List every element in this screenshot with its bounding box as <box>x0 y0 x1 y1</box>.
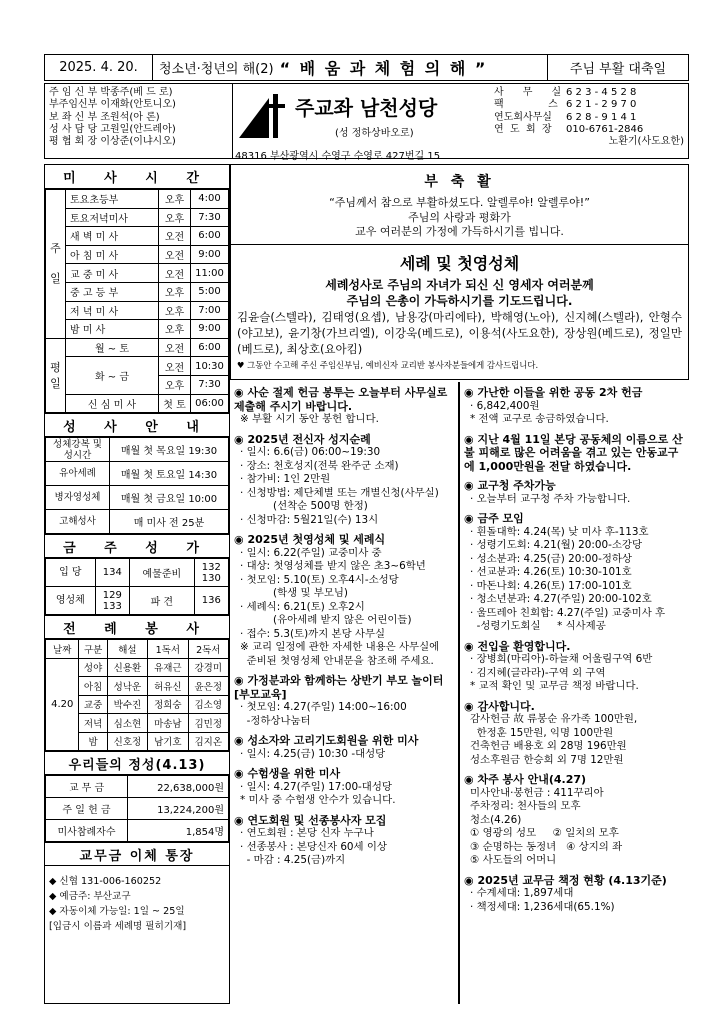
mass-ampm: 오전 <box>159 357 191 376</box>
sacrament-label: 고해성사 <box>46 510 110 534</box>
sacrament-value: 매월 첫 토요일 14:30 <box>110 462 229 486</box>
notice-line: · 대상: 첫영성체를 받지 않은 초3~6학년 <box>240 560 426 572</box>
notice-line: · 일시: 4.27(주일) 17:00-대성당 <box>240 780 392 793</box>
church-address: 48316 부산광역시 수영구 수영로 427번길 15 <box>235 151 441 162</box>
notice-line: 준비된 첫영성체 안내문을 참조해 주세요. <box>240 654 434 667</box>
contact-label: 팩 스 <box>494 99 558 111</box>
liturgy-reader1: 남기호 <box>148 732 188 751</box>
notice-line: 주차정리: 천사들의 모후 <box>470 800 581 812</box>
mass-name: 신 심 미 사 <box>66 394 159 413</box>
mass-time: 9:00 <box>191 245 229 264</box>
notice-line: ※ 교리 일정에 관한 자세한 내용은 사무실에 <box>240 641 440 653</box>
mass-ampm: 오후 <box>159 301 191 320</box>
sacrament-row <box>46 462 229 486</box>
mass-row <box>46 208 229 227</box>
notice-heading: ◉ 성소자와 고리기도회원을 위한 미사 <box>234 734 456 748</box>
notice-item <box>464 433 686 474</box>
hymn-table <box>45 558 229 615</box>
notice-line: · 신청방법: 제단체별 또는 개별신청(사무실) <box>240 486 439 499</box>
mass-ampm: 오후 <box>159 320 191 339</box>
liturgy-table <box>45 639 229 751</box>
header-bar <box>44 54 689 81</box>
liturgy-part: 교중 <box>79 695 107 714</box>
easter-line: “주님께서 참으로 부활하셨도다. 알렐루야! 알렐루야!” <box>329 196 590 209</box>
notice-line: 감사헌금 故 류봉순 유가족 100만원, <box>470 713 638 725</box>
hymn-number: 136 <box>194 587 228 615</box>
offering-row <box>46 820 229 842</box>
notice-line: · 연도회원 : 본당 신자 누구나 <box>240 827 374 839</box>
baptism-line: 세례성사로 주님의 자녀가 되신 신 영세자 여러분께 <box>325 278 594 292</box>
contact-value: 6 2 3 - 4 5 2 8 <box>566 87 637 98</box>
mass-time: 6:00 <box>191 338 229 357</box>
mass-name: 새 벽 미 사 <box>66 227 159 246</box>
account-title: 교무금 이체 통장 <box>45 842 229 866</box>
mass-time: 4:00 <box>191 190 229 209</box>
notice-line: · 마돈나회: 4.26(토) 17:00-101호 <box>470 579 632 592</box>
easter-line: 교우 여러분의 가정에 가득하시기를 빕니다. <box>355 225 564 238</box>
contact-value: 010-6761-2846 <box>566 123 644 135</box>
sacrament-label: 병자영성체 <box>46 486 110 510</box>
liturgy-reader1: 마송남 <box>148 714 188 733</box>
hymn-number: 132 130 <box>194 559 228 587</box>
offering-row <box>46 798 229 820</box>
liturgy-reader2: 김지온 <box>188 732 228 751</box>
notice-heading: ◉ 가난한 이들을 위한 공동 2차 헌금 <box>464 386 686 400</box>
notice-line: (선착순 500명 한정) <box>240 500 368 512</box>
church-info <box>44 83 689 162</box>
notice-item <box>464 479 686 506</box>
notice-line: · 일시: 6.22(주일) 교중미사 중 <box>240 546 382 559</box>
mass-name: 토요초등부 <box>66 190 159 209</box>
liturgy-part: 성야 <box>79 658 107 677</box>
notice-heading: ◉ 수험생을 위한 미사 <box>234 767 456 781</box>
notice-line: 성소후원금 한승희 외 7명 12만원 <box>470 753 624 766</box>
sacrament-label: 유아세례 <box>46 462 110 486</box>
notice-line: · 흰돌대학: 4.24(목) 낮 미사 후-113호 <box>470 525 649 538</box>
church-logo-icon <box>235 90 289 140</box>
mass-row <box>46 320 229 339</box>
hymn-row <box>46 559 229 587</box>
mass-title: 미 사 시 간 <box>45 165 229 189</box>
staff-item: 주 임 신 부 박종주(베 드 로) <box>49 87 173 98</box>
contact-value: 6 2 8 - 9 1 4 1 <box>566 111 637 123</box>
notice-line: · 수계세대: 1,897세대 <box>470 887 574 899</box>
mass-ampm: 오후 <box>159 375 191 394</box>
liturgy-title: 전 례 봉 사 <box>45 615 229 639</box>
notice-item <box>234 386 456 427</box>
notice-line: · 김지혜(글라라)-구역 외 구역 <box>470 666 606 679</box>
hymn-label: 파 견 <box>129 587 194 615</box>
liturgy-part: 밤 <box>79 732 107 751</box>
account-line: ◆ 신협 131-006-160252 <box>49 876 162 888</box>
notice-heading: ◉ 연도회원 및 선종봉사자 모집 <box>234 814 456 828</box>
notice-item <box>234 814 456 868</box>
liturgy-reader2: 김민정 <box>188 714 228 733</box>
mass-time: 7:30 <box>191 208 229 227</box>
hymn-label: 예물준비 <box>129 559 194 587</box>
mass-ampm: 오전 <box>159 245 191 264</box>
sacrament-title: 성 사 안 내 <box>45 413 229 437</box>
left-sidebar <box>44 164 230 1004</box>
notice-line: · 성령기도회: 4.21(월) 20:00-소강당 <box>470 539 642 551</box>
notice-item <box>464 386 686 427</box>
mass-ampm: 오전 <box>159 338 191 357</box>
contact-value: 노환기(사도요한) <box>608 136 684 148</box>
liturgy-header: 날짜 <box>46 640 79 659</box>
baptism-title: 세례 및 첫영성체 <box>399 254 520 273</box>
staff-list <box>45 84 233 158</box>
sacrament-value: 매월 첫 금요일 10:00 <box>110 486 229 510</box>
liturgy-reader1: 정희숭 <box>148 695 188 714</box>
notice-line: · 신청마감: 5월21일(수) 13시 <box>240 513 379 526</box>
mass-row <box>46 264 229 283</box>
church-name: 주교좌 남천성당 <box>295 96 438 120</box>
staff-item: 부주임신부 이재화(안토니오) <box>49 99 176 111</box>
sacrament-value: 매월 첫 목요일 19:30 <box>110 438 229 462</box>
liturgy-reader2: 김소영 <box>188 695 228 714</box>
mass-name: 화 ~ 금 <box>66 357 159 394</box>
liturgy-header: 1독서 <box>148 640 188 659</box>
church-patron: (성 정하상바오로) <box>335 128 414 139</box>
notice-line: · 장소: 천호성지(전북 완주군 소재) <box>240 459 399 472</box>
notice-line: * 미사 중 수험생 안수가 있습니다. <box>240 794 396 806</box>
liturgy-part: 아침 <box>79 677 107 696</box>
notice-line: · 일시: 4.25(금) 10:30 -대성당 <box>240 747 386 760</box>
notice-line: · 청소년분과: 4.27(주일) 20:00-102호 <box>470 593 652 605</box>
hymn-number: 134 <box>95 559 129 587</box>
mass-time: 9:00 <box>191 320 229 339</box>
notice-heading: ◉ 사순 절제 헌금 봉투는 오늘부터 사무실로 제출해 주시기 바랍니다. <box>234 386 456 413</box>
notice-line: 미사안내·봉헌금 : 411꾸리아 <box>470 786 604 799</box>
mass-ampm: 오전 <box>159 264 191 283</box>
easter-line: 주님의 사랑과 평화가 <box>408 211 511 224</box>
notice-line: · 접수: 5.3(토)까지 본당 사무실 <box>240 627 386 640</box>
offering-label: 미사참례자수 <box>46 820 128 842</box>
notice-item <box>234 533 456 668</box>
baptism-line: 주님의 은총이 가득하시기를 기도드립니다. <box>346 294 573 308</box>
notice-line: ※ 부활 시기 동안 봉헌 합니다. <box>240 413 379 425</box>
liturgy-reader1: 허유신 <box>148 677 188 696</box>
account-line: ◆ 자동이체 가능일: 1일 ~ 25일 <box>49 906 185 918</box>
liturgy-reader2: 강경미 <box>188 658 228 677</box>
notice-heading: ◉ 2025년 교무금 책정 현황 (4.13기준) <box>464 874 686 888</box>
mass-row <box>46 282 229 301</box>
notice-line: (유아세례 받지 않은 어린이들) <box>240 614 412 626</box>
sacrament-row <box>46 438 229 462</box>
mass-name: 월 ~ 토 <box>66 338 159 357</box>
liturgy-date: 4.20 <box>46 658 79 751</box>
mass-name: 교 중 미 사 <box>66 264 159 283</box>
notice-line: · 성소분과: 4.25(금) 20:00-정하상 <box>470 552 632 565</box>
notice-line: · 일시: 6.6(금) 06:00~19:30 <box>240 446 381 458</box>
account-info <box>45 866 229 942</box>
mass-name: 밤 미 사 <box>66 320 159 339</box>
mass-time: 6:00 <box>191 227 229 246</box>
mass-ampm: 첫 토 <box>159 394 191 413</box>
contact-label: 연도회사무실 <box>494 111 552 123</box>
notice-line: ⑤ 사도들의 어머니 <box>470 854 557 866</box>
easter-greeting <box>231 165 688 245</box>
hymn-label: 입 당 <box>46 559 96 587</box>
sacrament-value: 매 미사 전 25분 <box>110 510 229 534</box>
notice-line: * 전액 교구로 송금하였습니다. <box>470 413 609 425</box>
notice-heading: ◉ 2025년 전신자 성지순례 <box>234 433 456 447</box>
notice-line: (학생 및 부모님) <box>240 587 348 599</box>
notice-item <box>464 874 686 915</box>
notice-item <box>464 512 686 634</box>
notice-line: · 첫모임: 5.10(토) 오후4시-소성당 <box>240 573 399 586</box>
mass-row <box>46 245 229 264</box>
notice-line: * 교적 확인 및 교무금 책정 바랍니다. <box>470 680 639 692</box>
year-theme: 청소년·청년의 해(2) <box>159 62 274 77</box>
notice-item <box>464 640 686 694</box>
liturgy-reader1: 유재근 <box>148 658 188 677</box>
liturgy-commentator: 신용환 <box>107 658 147 677</box>
notice-line: - 마감 : 4.25(금)까지 <box>240 854 346 866</box>
notice-heading: ◉ 감사합니다. <box>464 700 686 714</box>
notice-item <box>234 767 456 808</box>
feature-box <box>230 164 689 380</box>
notice-line: · 울뜨레아 친회합: 4.27(주일) 교중미사 후 <box>470 606 666 619</box>
notice-line: ③ 순명하는 동정녀 ④ 상지의 좌 <box>470 840 623 853</box>
contact-list <box>494 87 684 148</box>
notice-line: · 책정세대: 1,236세대(65.1%) <box>470 900 615 913</box>
mass-time: 06:00 <box>191 394 229 413</box>
mass-row <box>46 227 229 246</box>
notices-left <box>234 380 456 868</box>
notice-heading: ◉ 교구청 주차가능 <box>464 479 686 493</box>
mass-time: 7:00 <box>191 301 229 320</box>
mass-name: 토요저녁미사 <box>66 208 159 227</box>
notice-heading: ◉ 전입을 환영합니다. <box>464 640 686 654</box>
account-line: ◆ 예금주: 부산교구 <box>49 891 131 903</box>
notice-item <box>464 773 686 868</box>
staff-item: 성 사 담 당 고원일(안드레아) <box>49 123 176 135</box>
notice-heading: ◉ 2025년 첫영성체 및 세례식 <box>234 533 456 547</box>
mass-time: 10:30 <box>191 357 229 376</box>
notice-line: -성령기도회실 * 식사제공 <box>470 620 606 632</box>
feast-title: 주님 부활 대축일 <box>569 62 667 77</box>
notice-item <box>464 700 686 768</box>
liturgy-reader2: 윤은정 <box>188 677 228 696</box>
mass-ampm: 오후 <box>159 190 191 209</box>
offering-value: 22,638,000원 <box>128 776 229 798</box>
notice-line: · 선교분과: 4.26(토) 10:30-101호 <box>470 566 632 578</box>
offering-row <box>46 776 229 798</box>
liturgy-commentator: 박수진 <box>107 695 147 714</box>
mass-ampm: 오후 <box>159 208 191 227</box>
mass-name: 아 침 미 사 <box>66 245 159 264</box>
baptism-names: 김윤슬(스텔라), 김태영(요셉), 남용강(마리에타), 박해영(노아), 신지혜(스텔라), 안형수(야고보), 윤기창(가브리엘), 이강욱(베드로), 이용석(사도요한), 장상원(베드로), 정일만(베드로), 최상호(요아킴) <box>237 310 682 356</box>
easter-title: 부 축 활 <box>424 174 495 190</box>
notice-heading: ◉ 가정분과와 함께하는 상반기 부모 놀이터 [부모교육] <box>234 674 456 701</box>
liturgy-header: 구분 <box>79 640 107 659</box>
offering-value: 1,854명 <box>128 820 229 842</box>
mass-group-sunday: 주 일 <box>46 190 66 339</box>
notice-heading: ◉ 차주 봉사 안내(4.27) <box>464 773 686 787</box>
mass-ampm: 오전 <box>159 227 191 246</box>
account-line: [입금시 이름과 세례명 필히기재] <box>49 921 187 933</box>
column-divider <box>458 382 460 1004</box>
notice-heading: ◉ 금주 모임 <box>464 512 686 526</box>
liturgy-commentator: 신호정 <box>107 732 147 751</box>
staff-item: 평 협 회 장 이상준(이냐시오) <box>49 136 176 148</box>
mass-row <box>46 190 229 209</box>
notice-heading: ◉ 지난 4월 11일 본당 공동체의 이름으로 산불 피해로 많은 어려움을 겪고 있는 안동교구에 1,000만원을 전달 하였습니다. <box>464 433 686 474</box>
notice-line: 한정훈 15만원, 익명 100만원 <box>470 726 614 739</box>
mass-name: 저 녁 미 사 <box>66 301 159 320</box>
mass-time: 11:00 <box>191 264 229 283</box>
offering-value: 13,224,200원 <box>128 798 229 820</box>
hymn-row <box>46 587 229 615</box>
mass-ampm: 오후 <box>159 282 191 301</box>
notice-line: · 장병희(마리아)-하늘채 어울림구역 6반 <box>470 653 653 665</box>
notice-line: · 오늘부터 교구청 주차 가능합니다. <box>470 492 631 505</box>
baptism-box <box>231 247 688 371</box>
contact-label: 연 도 회 장 <box>494 123 552 135</box>
notices-right <box>464 380 686 914</box>
liturgy-row <box>46 658 229 677</box>
notice-line: · 세례식: 6.21(토) 오후2시 <box>240 600 365 613</box>
baptism-thanks: ♥ 그동안 수고해 주신 주임신부님, 예비신자 교리반 봉사자분들에게 감사드립니다. <box>237 360 539 370</box>
offering-label: 교 무 금 <box>46 776 128 798</box>
sacrament-table <box>45 437 229 534</box>
mass-group-weekday: 평 일 <box>46 338 66 412</box>
notice-line: ① 영광의 성모 ② 일치의 모후 <box>470 827 619 839</box>
hymn-number: 129 133 <box>95 587 129 615</box>
notice-line: · 선종봉사 : 본당신자 60세 이상 <box>240 840 387 853</box>
mass-row <box>46 301 229 320</box>
liturgy-part: 저녁 <box>79 714 107 733</box>
church-logo-area <box>235 84 490 162</box>
offering-table <box>45 775 229 842</box>
hymn-title: 금 주 성 가 <box>45 534 229 558</box>
mass-time: 7:30 <box>191 375 229 394</box>
notice-item <box>234 433 456 528</box>
mass-table <box>45 189 229 413</box>
sacrament-label: 성체강복 및 성시간 <box>46 438 110 462</box>
notice-line: · 첫모임: 4.27(주일) 14:00~16:00 <box>240 701 407 713</box>
contact-value: 6 2 1 - 2 9 7 0 <box>566 99 637 111</box>
offering-label: 주 일 헌 금 <box>46 798 128 820</box>
liturgy-commentator: 심소현 <box>107 714 147 733</box>
hymn-label: 영성체 <box>46 587 96 615</box>
liturgy-header: 해설 <box>107 640 147 659</box>
issue-date: 2025. 4. 20. <box>45 55 153 80</box>
notice-line: -정하상나눔터 <box>240 714 311 727</box>
mass-name: 중 고 등 부 <box>66 282 159 301</box>
motto: “ 배 움 과 체 험 의 해 ” <box>279 59 488 78</box>
notice-line: · 참가비: 1인 2만원 <box>240 473 331 485</box>
mass-time: 5:00 <box>191 282 229 301</box>
offering-title: 우리들의 정성(4.13) <box>45 751 229 775</box>
notice-item <box>234 734 456 761</box>
sacrament-row <box>46 486 229 510</box>
liturgy-header: 2독서 <box>188 640 228 659</box>
notice-item <box>234 674 456 728</box>
notice-line: 청소(4.26) <box>470 813 522 826</box>
sacrament-row <box>46 510 229 534</box>
staff-item: 보 좌 신 부 조원석(아 론) <box>49 111 160 123</box>
contact-label: 사 무 실 <box>494 87 562 98</box>
notice-line: · 6,842,400원 <box>470 399 540 412</box>
notice-line: 건축헌금 배용호 외 28명 196만원 <box>470 740 627 752</box>
liturgy-commentator: 성낙운 <box>107 677 147 696</box>
